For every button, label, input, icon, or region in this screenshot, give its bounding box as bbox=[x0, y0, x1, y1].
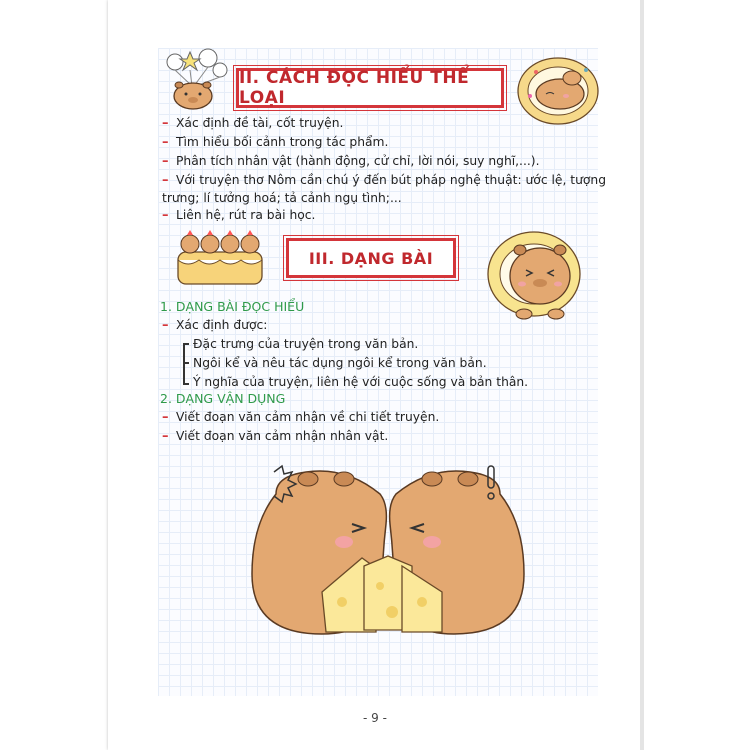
subsection-2-heading: 2. DẠNG VẬN DỤNG bbox=[160, 391, 286, 406]
bullet-dash: – bbox=[162, 173, 169, 188]
capybara-cake-icon bbox=[174, 228, 266, 288]
bullet-dash: – bbox=[162, 154, 169, 169]
subsection-2-item: Viết đoạn văn cảm nhận về chi tiết truyện. bbox=[176, 410, 440, 424]
page-number: - 9 - bbox=[363, 711, 387, 725]
section-2-item: Với truyện thơ Nôm cần chú ý đến bút pháp nghệ thuật: ước lệ, tượng bbox=[176, 173, 607, 187]
bullet-dash: – bbox=[162, 116, 169, 131]
section-2-item: Tìm hiểu bối cảnh trong tác phẩm. bbox=[176, 135, 389, 149]
section-2-item: Xác định đề tài, cốt truyện. bbox=[176, 116, 344, 130]
section-2-title: II. CÁCH ĐỌC HIỂU THỂ LOẠI bbox=[236, 68, 504, 108]
subsection-2-item: Viết đoạn văn cảm nhận nhân vật. bbox=[176, 429, 389, 443]
bracket bbox=[183, 362, 189, 364]
bullet-dash: – bbox=[162, 429, 169, 444]
bullet-dash: – bbox=[162, 135, 169, 150]
capybara-ring-icon bbox=[484, 228, 590, 322]
subsection-1-heading: 1. DẠNG BÀI ĐỌC HIỂU bbox=[160, 299, 305, 314]
subsection-1-point: Đặc trưng của truyện trong văn bản. bbox=[193, 337, 419, 351]
section-2-item: Liên hệ, rút ra bài học. bbox=[176, 208, 316, 222]
page-edge bbox=[640, 0, 644, 750]
section-2-item: Phân tích nhân vật (hành động, cử chỉ, lời nói, suy nghĩ,...). bbox=[176, 154, 540, 168]
capybara-donut-icon bbox=[516, 56, 600, 126]
bracket bbox=[183, 343, 189, 385]
subsection-1-point: Ngôi kể và nêu tác dụng ngôi kể trong văn bản. bbox=[193, 356, 487, 370]
subsection-1-point: Ý nghĩa của truyện, liên hệ với cuộc sống và bản thân. bbox=[193, 375, 529, 389]
bullet-dash: – bbox=[162, 410, 169, 425]
subsection-1-intro: Xác định được: bbox=[176, 318, 268, 332]
capybara-balloons-icon bbox=[160, 48, 230, 110]
capybaras-cheese-icon bbox=[252, 462, 524, 662]
section-2-item-continued: trưng; lí tưởng hoá; tả cảnh ngụ tình;... bbox=[162, 191, 402, 205]
bullet-dash: – bbox=[162, 318, 169, 333]
bullet-dash: – bbox=[162, 208, 169, 223]
section-3-title: III. DẠNG BÀI bbox=[286, 238, 456, 278]
